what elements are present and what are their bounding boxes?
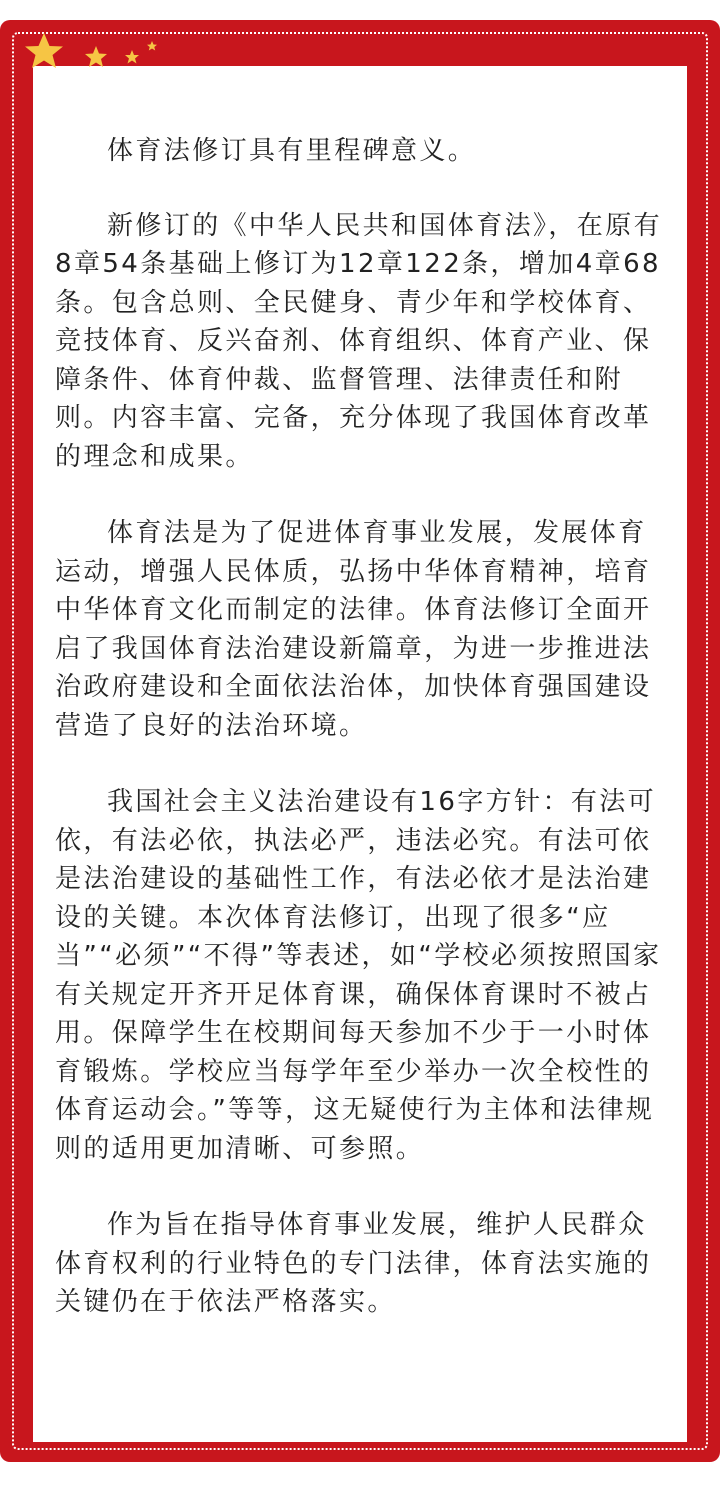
star-icon [125, 50, 139, 64]
star-icon [147, 41, 157, 51]
paragraph: 体育法是为了促进体育事业发展，发展体育运动，增强人民体质，弘扬中华体育精神，培育中华体育文化而制定的法律。体育法修订全面开启了我国体育法治建设新篇章，为进一步推进法治政府建设和全面依法治体，加快体育强国建设营造了良好的法治环境。 [55, 518, 652, 741]
paragraph: 我国社会主义法治建设有16字方针：有法可依，有法必依，执法必严，违法必究。有法可依是法治建设的基础性工作，有法必依才是法治建设的关键。本次体育法修订，出现了很多“应当”“必须”“不得”等表述，如“学校必须按照国家有关规定开齐开足体育课，确保体育课时不被占用。保障学生在校期间每天参加不少于一小时体育锻炼。学校应当每学年至少举办一次全校性的体育运动会。”等等，这无疑使行为主体和法律规则的适用更加清晰、可参照。 [55, 787, 662, 1164]
star-icon [25, 33, 63, 68]
star-icon [85, 46, 107, 67]
paragraph: 体育法修订具有里程碑意义。 [107, 136, 477, 166]
stars-decoration [14, 30, 164, 74]
paragraph: 作为旨在指导体育事业发展，维护人民群众体育权利的行业特色的专门法律，体育法实施的关键仍在于依法严格落实。 [55, 1210, 652, 1317]
article-body [55, 132, 667, 1360]
paragraph: 新修订的《中华人民共和国体育法》，在原有8章54条基础上修订为12章122条，增加4章68条。包含总则、全民健身、青少年和学校体育、竞技体育、反兴奋剂、体育组织、体育产业、保障条件、体育仲裁、监督管理、法律责任和附则。内容丰富、完备，充分体现了我国体育改革的理念和成果。 [55, 210, 663, 472]
